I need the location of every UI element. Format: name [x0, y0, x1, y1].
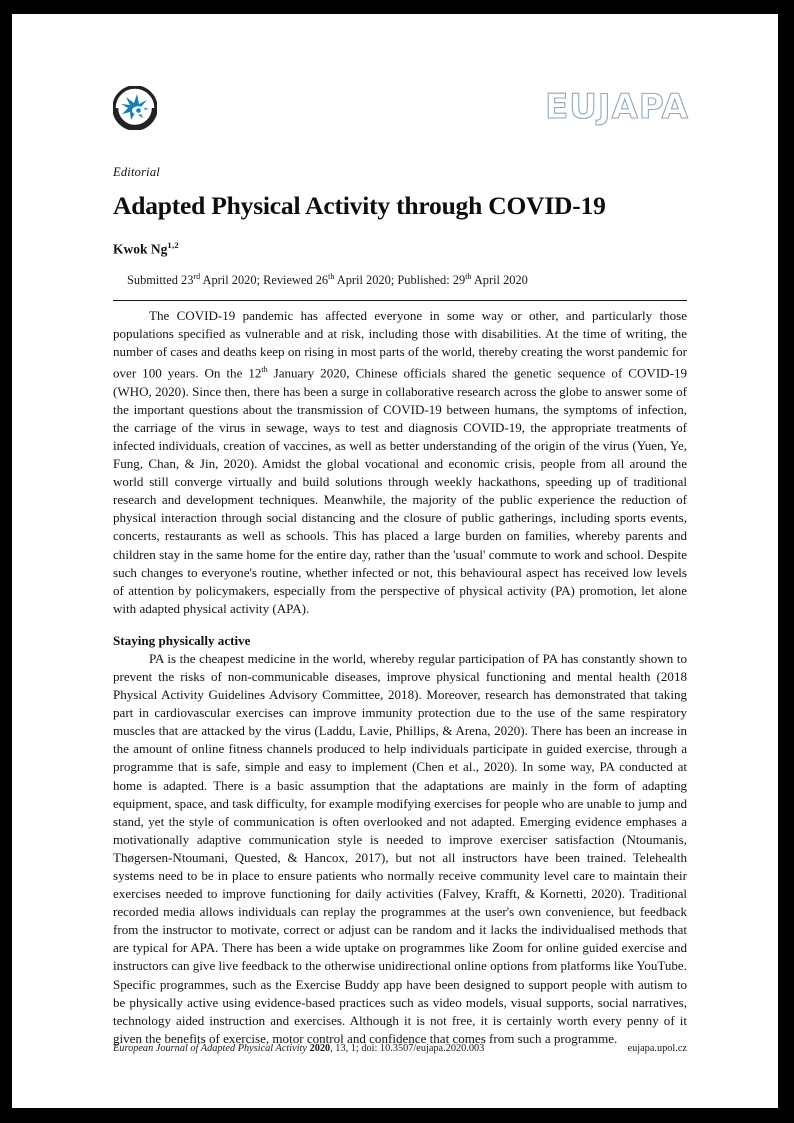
submitted-text: Submitted 23 [127, 272, 194, 287]
document-page [12, 14, 778, 1108]
paragraph-intro-part1: The COVID-19 pandemic has affected everyone in some way or other, and particularly those populations specified as vulnerable and at risk, including those with disabilities. At the time of writing, the number of cases and deaths keep on rising in most parts of the world, thereby creating the worst pandemic for over 100 years. On the 12 [113, 307, 687, 381]
article-body [113, 307, 687, 1048]
author-affiliation-marks: 1,2 [167, 240, 179, 251]
published-text: April 2020; Published: 29 [334, 272, 466, 287]
page-footer [113, 1043, 687, 1054]
footer-year: 2020 [309, 1043, 331, 1054]
author-byline [113, 240, 687, 258]
submitted-ordinal: rd [193, 271, 201, 281]
article-type-label: Editorial [113, 165, 160, 179]
author-name: Kwok Ng [113, 241, 168, 257]
paragraph-intro-part2: January 2020, Chinese officials shared the genetic sequence of COVID-19 (WHO, 2020). Since then, there has been a surge in collaborative research across the globe to answer some of the important questions about the transmission of COVID-19 between humans, the symptoms of infection, the carriage of the virus in sewage, ways to test and diagnosis COVID-19, the appropriate treatments of infected individuals, creation of vaccines, as well as better understanding of the origin of the virus (Yuen, Ye, Fung, Chan, & Jin, 2020). Amidst the global vocational and economic crisis, people from all around the world still converge virtually and build solutions through weekly hackathons, speeding up of traditional research and development techniques. Meanwhile, the majority of the public experience the reduction of physical interaction through social distancing and the closure of public gatherings, including sports events, concerts, restaurants as well as schools. This has placed a large burden on families, whereby parents and children stay in the same home for the entire day, rather than the 'usual' commute to work and school. Despite such changes to everyone's routine, whether infected or not, this behavioural aspect has received low levels of attention by policymakers, especially from the perspective of physical activity (PA) promotion, let alone with adapted physical activity (APA). [113, 365, 687, 616]
date-ordinal-superscript: th [261, 365, 268, 375]
header-divider [113, 300, 687, 301]
footer-citation [113, 1043, 484, 1054]
footer-citation-rest: , 13, 1; doi: 10.3507/eujapa.2020.003 [330, 1043, 485, 1054]
publication-dates [127, 272, 687, 288]
paragraph-staying-active: PA is the cheapest medicine in the world, whereby regular participation of PA has constantly shown to prevent the risks of non-communicable diseases, improve physical functioning and mental health (2018 Physical Activity Guidelines Advisory Committee, 2018). Moreover, research has demonstrated that taking part in cardiovascular exercises can improve immunity protection due to the use of the same respiratory muscles that are attacked by the virus (Laddu, Lavie, Phillips, & Arena, 2020). There has been an increase in the amount of online fitness channels produced to help individuals participate in guided exercise, through a programme that is safe, simple and easy to implement (Chen et al., 2020). In some way, PA conducted at home is adapted. There is a basic assumption that the adaptations are mainly in the form of adapting equipment, space, and task difficulty, for example modifying exercises for people who are unable to jump and stand, yet the style of communication is often overlooked and not adapted. Emerging evidence emphases a motivationally adaptive communication style is needed to improve exerciser satisfaction (Ntoumanis, Thøgersen-Ntoumani, Quested, & Hancox, 2017), but not all instructors have been trained. Telehealth systems need to be in place to ensure patients who normally receive community level care to maintain their exercises needed to improve functioning for daily activities (Falvey, Krafft, & Kornetti, 2020). Traditional recorded media allows individuals can replay the programmes at the user's own convenience, but feedback from the instructor to motivate, correct or adjust can be random and it lacks the individualised methods that are typical for APA. There has been a wide uptake on programmes like Zoom for online guided exercise and instructors can give live feedback to the otherwise unidirectional online options from platforms like YouTube. Specific programmes, such as the Exercise Buddy app have been designed to support people with autism to be physically active using evidence-based practices such as video models, visual supports, social narratives, technology aided instruction and exercises. Although it is not free, it is certainly worth every penny of it given the benefits of exercise, motor control and confidence that comes from such a programme. [113, 650, 687, 1046]
masthead [113, 76, 687, 138]
section-heading-staying-physically-active: Staying physically active [113, 632, 251, 648]
footer-journal-name: European Journal of Adapted Physical Activity [113, 1043, 307, 1054]
published-date-rest: April 2020 [471, 272, 528, 287]
reviewed-ordinal: th [328, 271, 335, 281]
paragraph-intro [113, 307, 687, 618]
eujapa-emblem-icon [113, 86, 157, 130]
page-title: Adapted Physical Activity through COVID-19 [113, 191, 606, 220]
eujapa-wordmark: EUJAPA [545, 87, 689, 127]
published-ordinal: th [465, 271, 472, 281]
footer-website: eujapa.upol.cz [627, 1043, 687, 1054]
reviewed-text: April 2020; Reviewed 26 [200, 272, 329, 287]
page-content-column [113, 76, 687, 1048]
